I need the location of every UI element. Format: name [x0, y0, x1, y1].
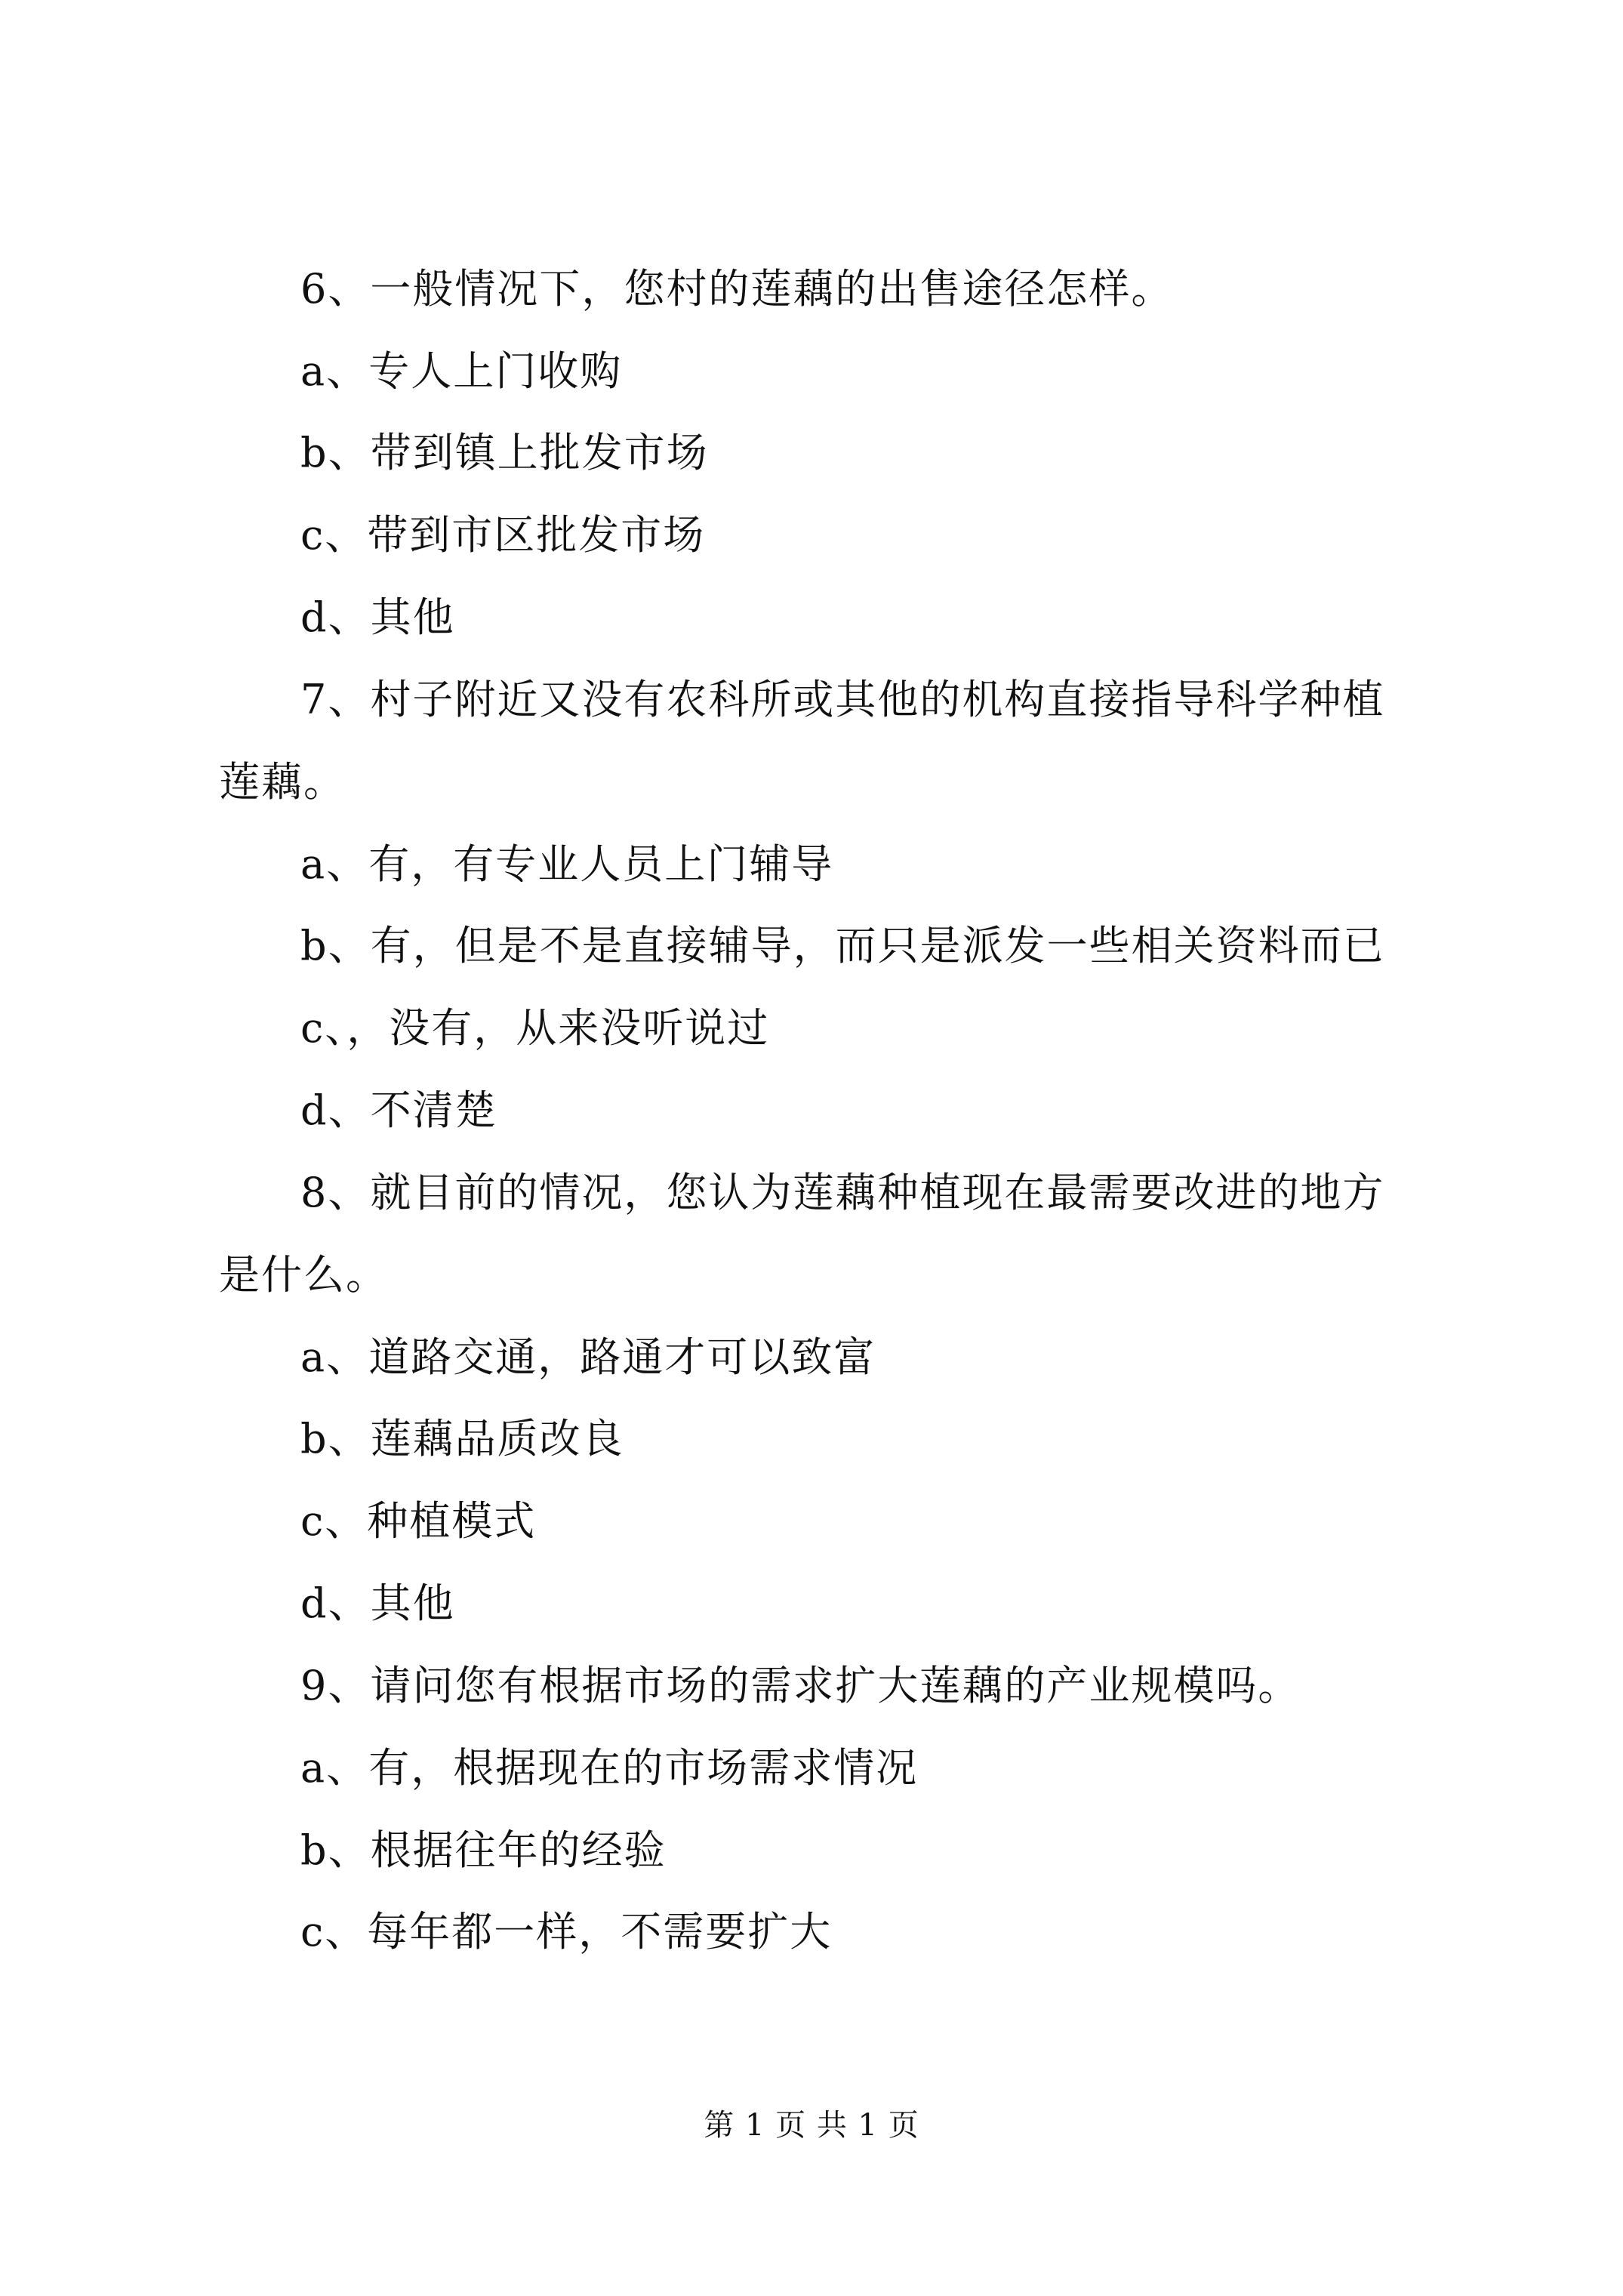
q7-question-line2: 莲藕。	[219, 758, 346, 806]
q8-option-b: b、莲藕品质改良	[300, 1415, 624, 1462]
q8-option-d: d、其他	[300, 1579, 455, 1627]
q9-question: 9、请问您有根据市场的需求扩大莲藕的产业规模吗。	[300, 1662, 1301, 1709]
q6-option-b: b、带到镇上批发市场	[300, 429, 709, 476]
q8-option-c: c、种植模式	[300, 1497, 537, 1545]
q8-question-line2: 是什么。	[219, 1251, 388, 1299]
q7-option-b: b、有，但是不是直接辅导，而只是派发一些相关资料而已	[300, 922, 1385, 969]
q9-option-a: a、有，根据现在的市场需求情况	[300, 1744, 919, 1792]
q6-option-a: a、专人上门收购	[300, 347, 623, 395]
q8-question-line1: 8、就目前的情况，您认为莲藕种植现在最需要改进的地方	[300, 1169, 1385, 1216]
q7-question-line1: 7、村子附近又没有农科所或其他的机构直接指导科学种植	[300, 676, 1385, 723]
q8-option-a: a、道路交通，路通才可以致富	[300, 1333, 876, 1381]
q6-option-d: d、其他	[300, 593, 455, 641]
q7-option-d: d、不清楚	[300, 1086, 497, 1134]
q6-option-c: c、带到市区批发市场	[300, 511, 706, 559]
q7-option-c: c、，没有，从来没听说过	[300, 1004, 770, 1052]
q9-option-b: b、根据往年的经验	[300, 1826, 667, 1874]
q9-option-c: c、每年都一样，不需要扩大	[300, 1908, 833, 1955]
q6-question: 6、一般情况下，您村的莲藕的出售途径怎样。	[300, 265, 1174, 313]
q7-option-a: a、有，有专业人员上门辅导	[300, 840, 834, 888]
page-footer: 第 1 页 共 1 页	[704, 2108, 919, 2143]
